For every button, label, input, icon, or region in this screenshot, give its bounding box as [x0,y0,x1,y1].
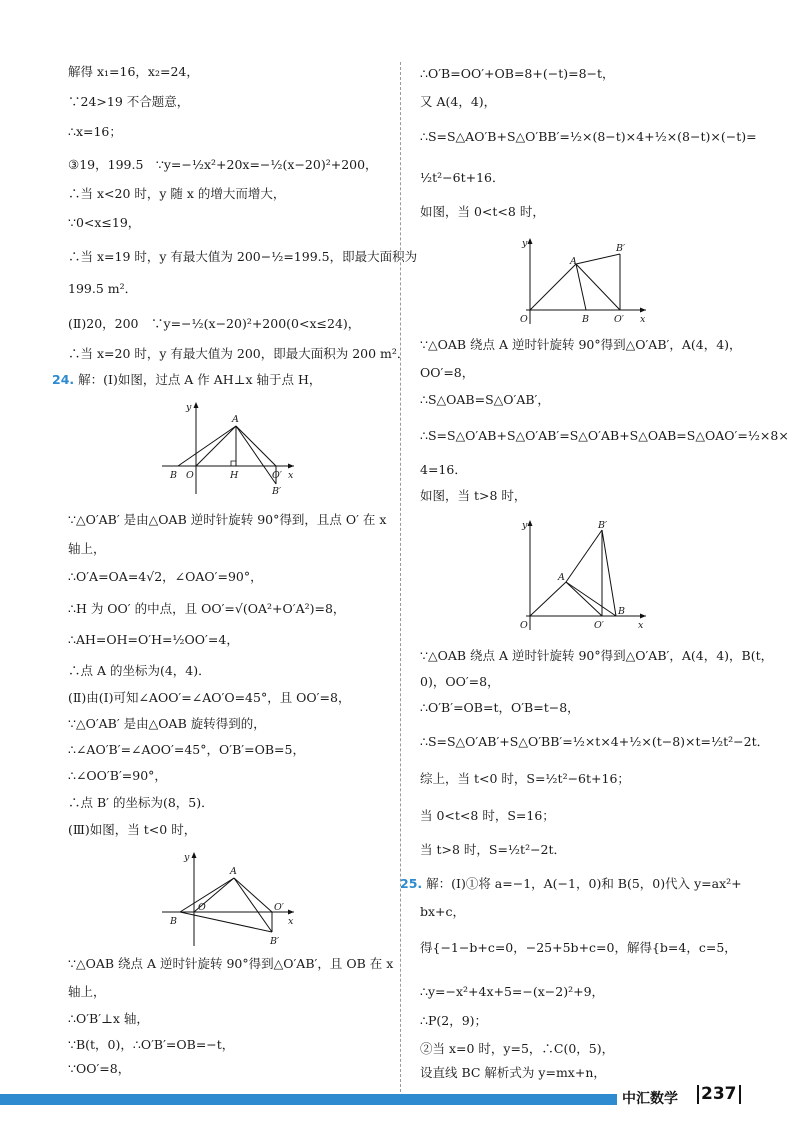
text-line: ∴y=−x²+4x+5=−(x−2)²+9， [420,984,605,999]
label-b: B [170,470,177,481]
label-o-prime: O′ [594,620,604,631]
question-25 [400,876,742,892]
text-line: ∵△O′AB′ 是由△OAB 逆时针旋转 90°得到，且点 O′ 在 x [68,512,387,527]
text-line: ∵OO′=8， [68,1061,131,1076]
text-line: ∴O′B′⊥x 轴， [68,1011,149,1026]
label-a: A [230,866,237,877]
text-line: ∴S△OAB=S△O′AB′， [420,392,550,407]
figure-q24-part1 [160,398,300,498]
text-line: ∴H 为 OO′ 的中点，且 OO′=√(OA²+O′A²)=8， [68,601,346,616]
text-line: ∴S=S△O′AB+S△O′AB′=S△O′AB+S△OAB=S△OAO′=½×8× [420,428,789,443]
label-x: x [640,314,646,325]
text-line: ∴O′B′=OB=t，O′B=t−8， [420,700,580,715]
text-line: (Ⅲ)如图，当 t<0 时， [68,822,197,837]
label-a: A [232,414,239,425]
text-line: ∴∠OO′B′=90°， [68,768,167,783]
text-line: 又 A(4，4)， [420,94,497,109]
label-a: A [558,572,565,583]
label-o-prime: O′ [274,902,284,913]
text-line: ∴点 B′ 的坐标为(8，5)． [68,795,214,810]
text-line: ∴O′A=OA=4√2，∠OAO′=90°， [68,569,263,584]
figure-t-between-0-and-8 [516,234,650,330]
text-line: 轴上， [68,984,106,999]
label-b-prime: B′ [272,486,282,497]
text-line: 轴上， [68,541,106,556]
text-line: ∴当 x<20 时，y 随 x 的增大而增大， [68,186,286,201]
text-line: ∵B(t，0)，∴O′B′=OB=−t， [68,1037,235,1052]
text-line: 得{−1−b+c=0，−25+5b+c=0，解得{b=4，c=5， [420,940,737,955]
text-line: (Ⅱ)由(Ⅰ)可知∠AOO′=∠AO′O=45°，且 OO′=8， [68,690,351,705]
text-line: ∴点 A 的坐标为(4，4)． [68,663,211,678]
text-line: 当 0<t<8 时，S=16； [420,808,555,823]
question-number: 25. [400,876,423,891]
text-line: ∵24>19 不合题意， [68,94,190,109]
label-b: B [582,314,589,325]
text-line: ∴当 x=20 时，y 有最大值为 200，即最大面积为 200 m²． [68,346,410,361]
page-number: 237 [697,1085,741,1104]
label-b-prime: B′ [616,243,626,254]
text-line: ½t²−6t+16． [420,170,505,185]
text-line: ∴O′B=OO′+OB=8+(−t)=8−t， [420,66,615,81]
label-o-prime: O′ [614,314,624,325]
text-line: 解得 x₁=16，x₂=24， [68,64,199,79]
text-line: ∴∠AO′B′=∠AOO′=45°，O′B′=OB=5， [68,742,305,757]
question-number: 24. [52,372,75,387]
label-y: y [522,238,528,249]
label-o: O [198,902,206,913]
figure-q24-t-negative [160,848,300,948]
text-line: ②当 x=0 时，y=5，∴C(0，5)， [420,1041,615,1056]
label-x: x [288,916,294,927]
text-line: ∵△OAB 绕点 A 逆时针旋转 90°得到△O′AB′，A(4，4)， [420,337,742,352]
text-line: ③19，199.5 ∵y=−½x²+20x=−½(x−20)²+200， [68,157,378,172]
label-y: y [184,852,190,863]
text-line: bx+c， [420,904,466,919]
label-x: x [288,470,294,481]
text-line: ∴P(2，9)； [420,1013,488,1028]
label-x: x [638,620,644,631]
text-line: OO′=8， [420,365,475,380]
label-b: B [170,916,177,927]
figure-t-greater-than-8 [516,516,650,634]
text-line: 199.5 m²． [68,281,138,296]
question-24 [52,372,321,388]
text-line: (Ⅱ)20，200 ∵y=−½(x−20)²+200(0<x≤24)， [68,316,361,331]
text-line: ∵0<x≤19， [68,215,141,230]
label-o: O [520,620,528,631]
text-line: 如图，当 t>8 时， [420,488,527,503]
text-line: ∵△O′AB′ 是由△OAB 旋转得到的， [68,716,266,731]
text-line: 当 t>8 时，S=½t²−2t． [420,842,567,857]
text-line: ∴x=16； [68,124,122,139]
text-line: ∴S=S△O′AB′+S△O′BB′=½×t×4+½×(t−8)×t=½t²−2t． [420,734,770,749]
label-y: y [186,402,192,413]
text-line: ∵△OAB 绕点 A 逆时针旋转 90°得到△O′AB′，且 OB 在 x [68,956,394,971]
label-h: H [230,470,239,481]
text-line: 设直线 BC 解析式为 y=mx+n， [420,1065,606,1080]
label-o: O [186,470,194,481]
text-line: 4=16． [420,462,467,477]
label-o: O [520,314,528,325]
text-line: ∴S=S△AO′B+S△O′BB′=½×(8−t)×4+½×(8−t)×(−t)= [420,129,757,144]
label-b-prime: B′ [270,936,280,947]
column-divider [400,62,401,1102]
label-b-prime: B′ [598,520,608,531]
label-o-prime: O′ [272,470,282,481]
question-24-text: 解：(Ⅰ)如图，过点 A 作 AH⊥x 轴于点 H， [78,372,322,387]
label-a: A [570,256,577,267]
text-line: 如图，当 0<t<8 时， [420,204,545,219]
question-25-text: 解：(Ⅰ)①将 a=−1，A(−1，0)和 B(5，0)代入 y=ax²+ [426,876,742,891]
footer-accent-bar [0,1094,617,1105]
label-y: y [522,520,528,531]
footer-title: 中汇数学 [622,1091,678,1107]
text-line: ∴当 x=19 时，y 有最大值为 200−½=199.5，即最大面积为 [68,249,418,264]
text-line: ∵△OAB 绕点 A 逆时针旋转 90°得到△O′AB′，A(4，4)，B(t， [420,648,774,663]
label-b: B [618,606,625,617]
text-line: 综上，当 t<0 时，S=½t²−6t+16； [420,771,630,786]
text-line: ∴AH=OH=O′H=½OO′=4， [68,632,239,647]
text-line: 0)，OO′=8， [420,674,500,689]
